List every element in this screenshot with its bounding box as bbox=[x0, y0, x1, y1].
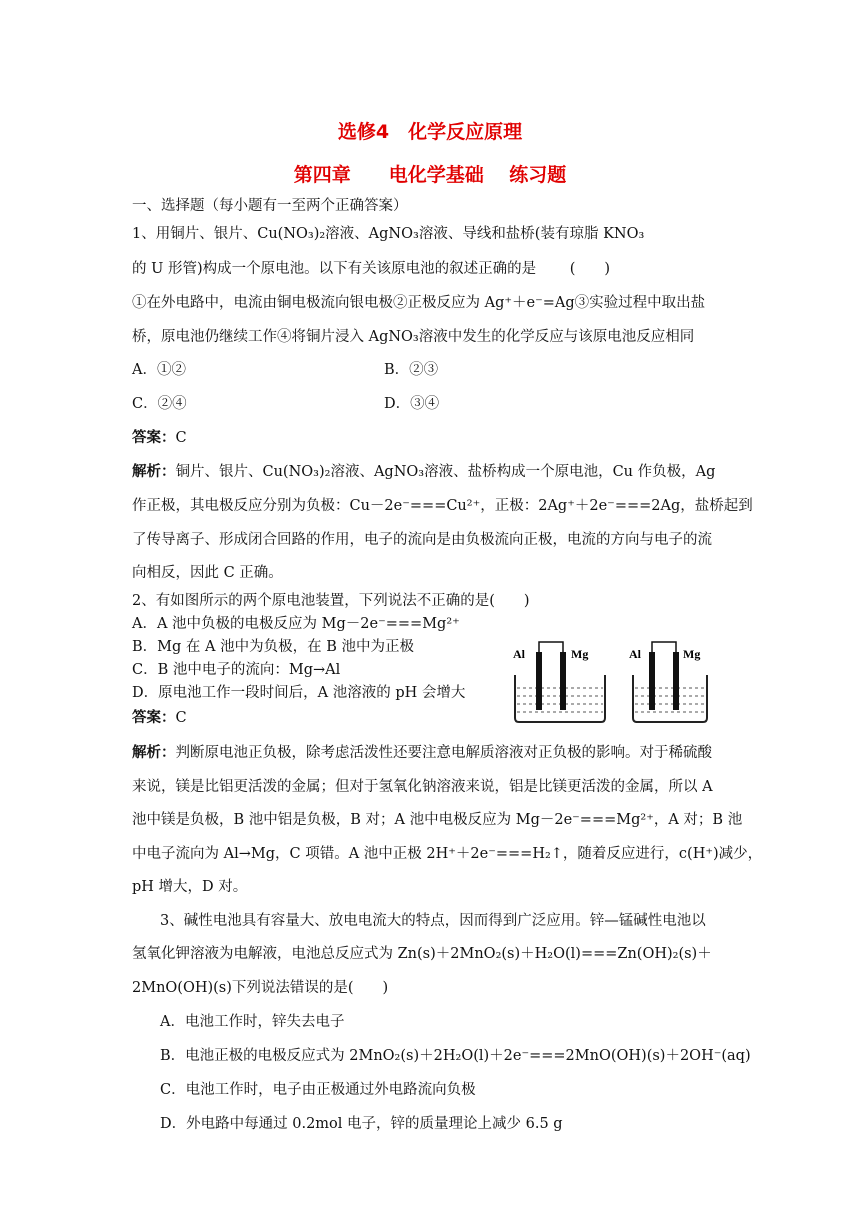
chapter-title: 第四章 电化学基础 练习题 bbox=[293, 164, 567, 186]
answer-value: C bbox=[175, 430, 187, 446]
wire-b bbox=[652, 642, 676, 652]
q2-stem: 2、有如图所示的两个原电池装置，下列说法不正确的是( ) bbox=[132, 593, 530, 609]
q1-option-d: D．③④ bbox=[384, 396, 440, 412]
analysis-text: 铜片、银片、Cu(NO₃)₂溶液、AgNO₃溶液、盐桥构成一个原电池，Cu 作负极，Ag bbox=[175, 464, 716, 480]
q1-analysis-line3: 了传导离子、形成闭合回路的作用，电子的流向是由负极流向正极，电流的方向与电子的流 bbox=[132, 532, 712, 548]
q2-option-c: C．B 池中电子的流向：Mg→Al bbox=[132, 662, 341, 678]
q2-option-a: A．A 池中负极的电极反应为 Mg－2e⁻===Mg²⁺ bbox=[132, 616, 460, 632]
electrode-al-a bbox=[536, 652, 542, 710]
q1-analysis-line2: 作正极，其电极反应分别为负极：Cu－2e⁻===Cu²⁺，正极：2Ag⁺＋2e⁻===2Ag，盐桥起到 bbox=[132, 498, 753, 514]
q1-stem-line4: 桥，原电池仍继续工作④将铜片浸入 AgNO₃溶液中发生的化学反应与该原电池反应相同 bbox=[132, 329, 695, 345]
answer-label: 答案： bbox=[132, 709, 176, 726]
section-heading: 一、选择题（每小题有一至两个正确答案） bbox=[132, 198, 408, 214]
q1-stem-line2: 的 U 形管)构成一个原电池。以下有关该原电池的叙述正确的是 ( ) bbox=[132, 261, 611, 277]
q1-option-c: C．②④ bbox=[132, 396, 187, 412]
q2-answer bbox=[132, 708, 187, 728]
q3-stem-line3: 2MnO(OH)(s)下列说法错误的是( ) bbox=[132, 980, 389, 996]
solution-b bbox=[635, 688, 705, 712]
q1-option-b: B．②③ bbox=[384, 362, 439, 378]
label-mg-a: Mg bbox=[571, 647, 589, 661]
q2-option-b: B．Mg 在 A 池中为负极，在 B 池中为正极 bbox=[132, 639, 414, 655]
beaker-b bbox=[633, 675, 707, 722]
galvanic-cells-diagram bbox=[505, 640, 725, 725]
label-mg-b: Mg bbox=[683, 647, 701, 661]
q2-analysis-line4: 中电子流向为 Al→Mg，C 项错。A 池中正极 2H⁺＋2e⁻===H₂↑，随着反应进行，c(H⁺)减少， bbox=[132, 846, 763, 862]
q1-answer bbox=[132, 428, 187, 448]
electrode-mg-a bbox=[560, 652, 566, 710]
analysis-label: 解析： bbox=[132, 463, 176, 480]
answer-label: 答案： bbox=[132, 429, 176, 446]
q1-analysis-line4: 向相反，因此 C 正确。 bbox=[132, 565, 283, 581]
label-al-b: Al bbox=[629, 647, 641, 661]
q1-option-a: A．①② bbox=[132, 362, 186, 378]
answer-value: C bbox=[175, 710, 187, 726]
q3-option-c: C．电池工作时，电子由正极通过外电路流向负极 bbox=[160, 1082, 476, 1098]
q2-analysis-line3: 池中镁是负极，B 池中铝是负极，B 对；A 池中电极反应为 Mg－2e⁻===Mg²⁺，A 对；B 池 bbox=[132, 812, 743, 828]
analysis-label: 解析： bbox=[132, 744, 176, 761]
q1-analysis-line1 bbox=[132, 462, 715, 482]
q2-analysis-line2: 来说，镁是比铝更活泼的金属；但对于氢氧化钠溶液来说，铝是比镁更活泼的金属，所以 A bbox=[132, 779, 713, 795]
q3-option-b: B．电池正极的电极反应式为 2MnO₂(s)＋2H₂O(l)＋2e⁻===2MnO(OH)(s)＋2OH⁻(aq) bbox=[160, 1048, 751, 1064]
q3-option-a: A．电池工作时，锌失去电子 bbox=[160, 1014, 345, 1030]
q1-stem-line1: 1、用铜片、银片、Cu(NO₃)₂溶液、AgNO₃溶液、导线和盐桥(装有琼脂 KNO₃ bbox=[132, 226, 645, 242]
q3-option-d: D．外电路中每通过 0.2mol 电子，锌的质量理论上减少 6.5 g bbox=[160, 1116, 563, 1132]
analysis-text: 判断原电池正负极，除考虑活泼性还要注意电解质溶液对正负极的影响。对于稀硫酸 bbox=[175, 745, 712, 761]
electrode-mg-b bbox=[673, 652, 679, 710]
q1-stem-line3: ①在外电路中，电流由铜电极流向银电极②正极反应为 Ag⁺＋e⁻=Ag③实验过程中取出盐 bbox=[132, 295, 706, 311]
wire-a bbox=[539, 642, 563, 652]
q2-analysis-line1 bbox=[132, 743, 712, 763]
electrode-al-b bbox=[649, 652, 655, 710]
cell-a bbox=[513, 642, 605, 722]
q3-stem-line1: 3、碱性电池具有容量大、放电电流大的特点，因而得到广泛应用。锌—锰碱性电池以 bbox=[160, 913, 706, 929]
q2-analysis-line5: pH 增大，D 对。 bbox=[132, 879, 248, 895]
main-title: 选修4 化学反应原理 bbox=[337, 121, 523, 143]
label-al-a: Al bbox=[513, 647, 525, 661]
cell-b bbox=[629, 642, 707, 722]
q2-option-d: D．原电池工作一段时间后，A 池溶液的 pH 会增大 bbox=[132, 685, 466, 701]
q3-stem-line2: 氢氧化钾溶液为电解液，电池总反应式为 Zn(s)＋2MnO₂(s)＋H₂O(l)===Zn(OH)₂(s)＋ bbox=[132, 946, 712, 962]
